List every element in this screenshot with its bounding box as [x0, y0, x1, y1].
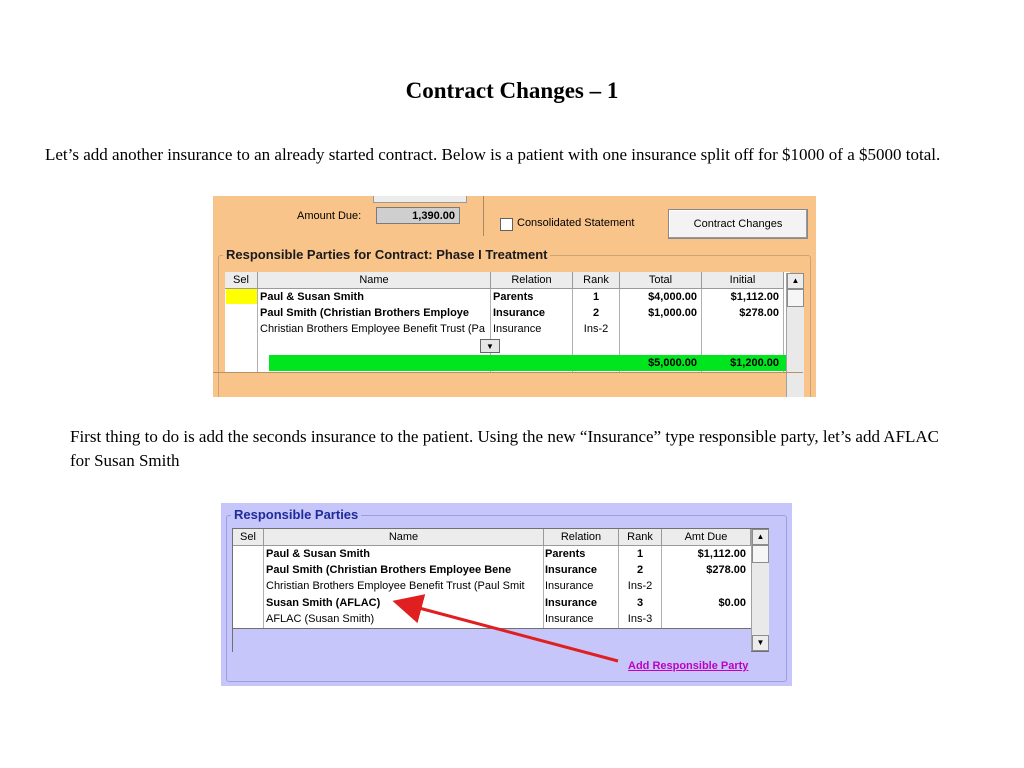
divider	[483, 196, 484, 236]
row1-name[interactable]: Paul & Susan Smith	[266, 548, 370, 560]
column-header-amt-due[interactable]: Amt Due	[662, 529, 751, 546]
row2-relation[interactable]: Insurance	[545, 564, 597, 576]
row3-rank[interactable]: Ins-2	[583, 323, 609, 335]
column-header-sel[interactable]: Sel	[233, 529, 264, 546]
row1-relation[interactable]: Parents	[545, 548, 586, 560]
group-title: Responsible Parties	[231, 507, 361, 522]
column-header-relation[interactable]: Relation	[491, 272, 573, 289]
row4-amt-due[interactable]: $0.00	[718, 597, 746, 609]
scroll-thumb[interactable]	[787, 289, 804, 307]
row2-initial[interactable]: $278.00	[739, 307, 779, 319]
row4-rank[interactable]: 3	[636, 597, 644, 609]
slide-title: Contract Changes – 1	[405, 78, 619, 103]
triangle-down-icon: ▼	[756, 638, 765, 647]
row1-name[interactable]: Paul & Susan Smith	[260, 291, 364, 303]
top-field-fragment	[373, 196, 467, 203]
row4-relation[interactable]: Insurance	[545, 597, 597, 609]
row2-total[interactable]: $1,000.00	[648, 307, 697, 319]
grid-scrollbar[interactable]	[786, 273, 804, 397]
column-header-rank[interactable]: Rank	[619, 529, 662, 546]
red-arrow-icon	[221, 503, 792, 686]
row1-total[interactable]: $4,000.00	[648, 291, 697, 303]
instruction-paragraph: First thing to do is add the seconds insurance to the patient. Using the new “Insurance” type responsible party, let’s add AFLAC for Susan Smith	[70, 427, 940, 470]
row3-initial[interactable]	[702, 321, 783, 337]
column-header-total[interactable]: Total	[620, 272, 702, 289]
row5-name[interactable]: AFLAC (Susan Smith)	[266, 613, 375, 625]
amount-due-label: Amount Due:	[297, 210, 362, 222]
row2-amt-due[interactable]: $278.00	[706, 564, 746, 576]
chevron-down-icon: ▼	[486, 342, 494, 351]
row1-initial[interactable]: $1,112.00	[730, 291, 779, 303]
row3-relation[interactable]: Insurance	[493, 323, 542, 335]
consolidated-statement-checkbox[interactable]	[500, 218, 513, 231]
row2-rank[interactable]: 2	[636, 564, 644, 576]
consolidated-statement-label: Consolidated Statement	[517, 217, 635, 229]
column-header-rank[interactable]: Rank	[573, 272, 620, 289]
row1-rank[interactable]: 1	[592, 291, 600, 303]
contract-window-screenshot	[213, 196, 816, 397]
selected-cell[interactable]	[226, 289, 257, 304]
grid-bottom-border	[213, 372, 803, 373]
column-header-relation[interactable]: Relation	[544, 529, 619, 546]
column-rule	[257, 289, 258, 372]
triangle-up-icon: ▲	[791, 276, 800, 285]
row1-relation[interactable]: Parents	[493, 291, 534, 303]
row2-rank[interactable]: 2	[592, 307, 600, 319]
name-dropdown-button[interactable]	[480, 339, 500, 353]
row5-relation[interactable]: Insurance	[545, 613, 594, 625]
row4-name[interactable]: Susan Smith (AFLAC)	[266, 597, 381, 609]
row3-total[interactable]	[620, 321, 701, 337]
row5-rank[interactable]: Ins-3	[627, 613, 653, 625]
row3-relation[interactable]: Insurance	[545, 580, 594, 592]
totals-initial: $1,200.00	[730, 357, 779, 369]
totals-total: $5,000.00	[648, 357, 697, 369]
row3-name[interactable]: Christian Brothers Employee Benefit Trust (Paul Smit	[266, 580, 525, 592]
add-responsible-party-link[interactable]: Add Responsible Party	[628, 660, 749, 672]
column-header-name[interactable]: Name	[258, 272, 491, 289]
contract-changes-button[interactable]: Contract Changes	[668, 209, 808, 239]
column-header-initial[interactable]: Initial	[702, 272, 784, 289]
responsible-parties-screenshot	[221, 503, 792, 686]
triangle-up-icon: ▲	[756, 532, 765, 541]
row1-amt-due[interactable]: $1,112.00	[697, 548, 746, 560]
row2-relation[interactable]: Insurance	[493, 307, 545, 319]
intro-paragraph: Let’s add another insurance to an already started contract. Below is a patient with one insurance split off for $1000 of a $5000 total.	[45, 145, 941, 164]
group-title: Responsible Parties for Contract: Phase I Treatment	[223, 247, 550, 262]
row3-rank[interactable]: Ins-2	[627, 580, 653, 592]
row2-name[interactable]: Paul Smith (Christian Brothers Employe	[260, 307, 470, 319]
row1-rank[interactable]: 1	[636, 548, 644, 560]
contract-parties-grid	[225, 272, 790, 372]
column-header-name[interactable]: Name	[264, 529, 544, 546]
row2-name[interactable]: Paul Smith (Christian Brothers Employee Bene	[266, 564, 512, 576]
row3-name[interactable]: Christian Brothers Employee Benefit Trust (Pa	[260, 323, 485, 335]
scroll-up-arrow[interactable]	[787, 273, 804, 289]
amount-due-value: 1,390.00	[376, 207, 460, 224]
column-header-sel[interactable]: Sel	[225, 272, 258, 289]
